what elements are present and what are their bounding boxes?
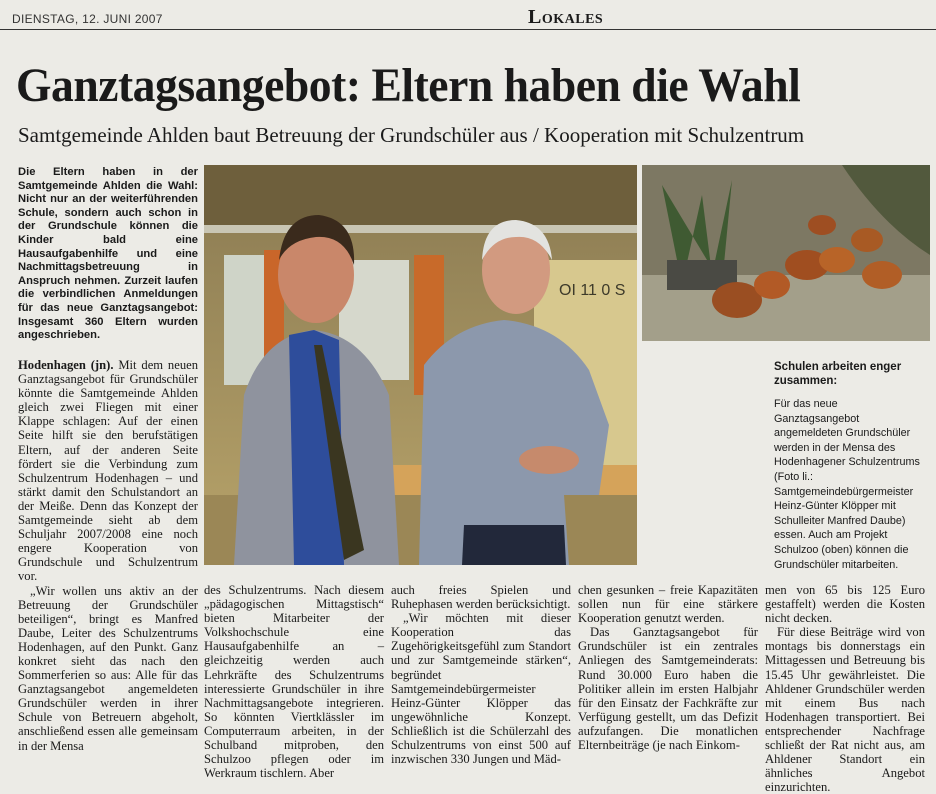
- col3-paragraph-1: auch freies Spielen und Ruhephasen werden berücksichtigt.: [391, 583, 571, 612]
- intro-text: Die Eltern haben in der Samtgemeinde Ahlden die Wahl: Nicht nur an der weiterführenden Schule, sondern auch schon in der Grundschule können die Kinder bald eine Hausaufgabenhilfe und eine Nachmittagsbetreuung in Anspruch nehmen. Zurzeit laufen die verbindlichen Anmeldungen für das neue Ganztagsangebot: Insgesamt 360 Eltern wurden angeschrieben.: [18, 166, 198, 342]
- dateline: Hodenhagen (jn).: [18, 358, 114, 372]
- photo-sign: OI 11 0 S: [559, 282, 626, 299]
- main-photo: [204, 165, 637, 565]
- caption-title: Schulen arbeiten enger zusammen:: [774, 361, 902, 387]
- issue-date: DIENSTAG, 12. JUNI 2007: [12, 12, 163, 26]
- main-photo-graphic: [204, 165, 637, 565]
- col4-paragraph-2: Das Ganztagsangebot für Grundschüler ist ein zentrales Anliegen des Samtgemeinderats: Rund 30.000 Euro haben die Politiker allein im ersten Halbjahr für den Einsatz der Fachkräfte zur Verfügung gestellt, um das Defizit aufzufangen. Die monatlichen Elternbeiträge (je nach Einkom-: [578, 625, 758, 753]
- article-column-5: [765, 583, 925, 794]
- col5-paragraph-1: men von 65 bis 125 Euro gestaffelt) werden die Kosten nicht decken.: [765, 583, 925, 626]
- col1-text-1: Mit dem neuen Ganztagsangebot für Grundschüler könnte die Samtgemeinde Ahlden gleich zwei Fliegen mit einer Klappe schlagen: Auf der einen Seite hilft sie den berufstätigen Eltern, auf der anderen Seite fördert sie die Verbindung zum Schulzentrum Hodenhagen – und stärkt damit den Schulstandort an der Meiße. Denn das Konzept der Samtgemeinde sieht ab dem Schuljahr 2007/2008 eine noch engere Kooperation von Grundschule und Schulzentrum vor.: [18, 358, 199, 584]
- col3-paragraph-2: „Wir möchten mit dieser Kooperation das Zugehörigkeitsgefühl zum Standort und zur Samtgemeinde stärken“, begründet Samtgemeindebürgermeister Heinz-Günter Klöpper das ungewöhnliche Konzept. Schließlich ist die Schülerzahl des Schulzentrums von einst 500 auf inzwischen 330 Jungen und Mäd-: [391, 611, 571, 767]
- chickens-photo-graphic: [642, 165, 930, 341]
- article-column-1: [18, 358, 198, 753]
- section-label: Lokales: [528, 6, 604, 28]
- article-column-3: [391, 583, 571, 766]
- col5-paragraph-2: Für diese Beiträge wird von montags bis donnerstags ein Mittagessen und Betreuung bis 15.45 Uhr gewährleistet. Die Ahldener Grundschüler werden mit einem Bus nach Hodenhagen transportiert. Bei entsprechender Nachfrage schließt der Rat nicht aus, am Ahldener Standort ein ähnliches Angebot einzurichten.: [765, 625, 925, 794]
- header-rule: [0, 29, 936, 30]
- headline: Ganztagsangebot: Eltern haben die Wahl: [16, 59, 801, 112]
- col1-paragraph-1: [18, 358, 198, 584]
- article-column-2: [204, 583, 384, 780]
- subheadline: Samtgemeinde Ahlden baut Betreuung der Grundschüler aus / Kooperation mit Schulzentrum: [18, 123, 805, 147]
- chickens-photo: [642, 165, 930, 341]
- col4-paragraph-1: chen gesunken – freie Kapazitäten sollen nun für eine stärkere Kooperation genutzt werden.: [578, 583, 758, 626]
- article-column-4: [578, 583, 758, 752]
- caption-text: Für das neue Ganztagsangebot angemeldeten Grundschüler werden in der Mensa des Hodenhagener Schulzentrums (Foto li.: Samtgemeindebürgermeister Heinz-Günter Klöpper mit Schulleiter Manfred Daube) essen. Auch am Projekt Schulzoo (oben) können die Grundschüler mitarbeiten.: [774, 398, 920, 571]
- col1-paragraph-2: „Wir wollen uns aktiv an der Betreuung der Grundschüler beteiligen“, bringt es Manfred Daube, Leiter des Schulzentrums Hodenhagen, auf den Punkt. Ganz konkret sieht das nach den Sommerferien so aus: Alle für das Ganztagsangebot angemeldeten Grundschüler werden in ihrer Schule von Betreuern abgeholt, anschließend essen alle gemeinsam in der Mensa: [18, 583, 198, 753]
- col2-paragraph: des Schulzentrums. Nach diesem „pädagogischen Mittagstisch“ bieten Mitarbeiter der Volkshochschule eine Hausaufgabenhilfe an – gleichzeitig werden auch Lehrkräfte des Schulzentrums interessierte Grundschüler in ihre Nachmittagsangebote integrieren. So könnten Viertklässler im Computerraum arbeiten, in der Schulband mitproben, den Schulzoo pflegen oder im Werkraum tischlern. Aber: [204, 583, 384, 781]
